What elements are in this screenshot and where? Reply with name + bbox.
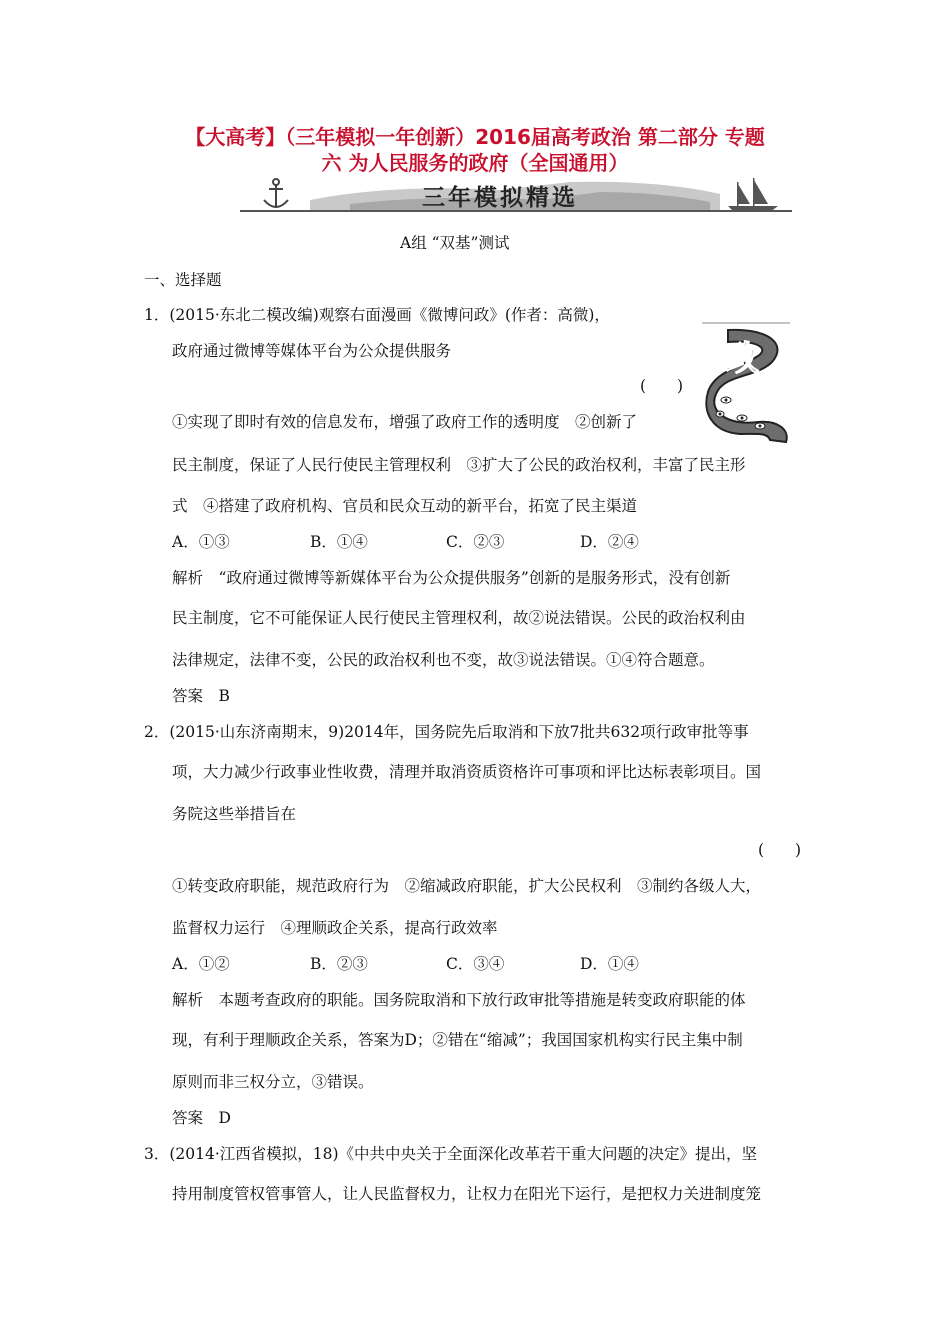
page-title-line-2: 六 为人民服务的政府（全国通用） <box>321 151 629 175</box>
q2-choice-a: A．①② <box>172 955 230 973</box>
q2-analysis-line-3: 原则而非三权分立，③错误。 <box>172 1073 374 1091</box>
q2-options-line-2: 监督权力运行 ④理顺政企关系，提高行政效率 <box>172 919 498 937</box>
comic-character: 政 <box>725 339 759 379</box>
anchor-icon <box>264 179 288 208</box>
q2-stem-line-3: 务院这些举措旨在 <box>172 805 297 823</box>
q2-options-line-1: ①转变政府职能，规范政府行为 ②缩减政府职能，扩大公民权利 ③制约各级人大， <box>172 877 762 895</box>
q1-options-line-2: 民主制度，保证了人民行使民主管理权利 ③扩大了公民的政治权利，丰富了民主形 <box>172 456 746 474</box>
q1-answer: 答案 B <box>172 687 230 705</box>
q1-choice-b: B．①④ <box>310 533 368 551</box>
q2-analysis-line-1: 解析 本题考查政府的职能。国务院取消和下放行政审批等措施是转变政府职能的体 <box>172 991 746 1009</box>
q2-choice-d: D．①④ <box>580 955 639 973</box>
q3-stem-line-2: 持用制度管权管事管人，让人民监督权力，让权力在阳光下运行，是把权力关进制度笼 <box>172 1185 762 1203</box>
q2-choice-c: C．③④ <box>446 955 505 973</box>
q1-options-line-1: ①实现了即时有效的信息发布，增强了政府工作的透明度 ②创新了 <box>172 413 638 431</box>
q3-stem-line-1: 3．(2014·江西省模拟，18)《中共中央关于全面深化改革若干重大问题的决定》提出，坚 <box>144 1145 758 1163</box>
q1-choice-d: D．②④ <box>580 533 639 551</box>
ship-icon <box>728 178 778 212</box>
q1-choice-a: A．①③ <box>172 533 230 551</box>
q2-stem-line-1: 2．(2015·山东济南期末，9)2014年，国务院先后取消和下放7批共632项行政审批等事 <box>144 723 749 741</box>
part-title: 一、选择题 <box>144 271 222 289</box>
q2-choice-b: B．②③ <box>310 955 368 973</box>
q2-answer: 答案 D <box>172 1109 231 1127</box>
q1-stem-line-1: 1．(2015·东北二模改编)观察右面漫画《微博问政》(作者：高微)， <box>144 306 610 324</box>
q2-answer-bracket: ( ) <box>758 841 802 859</box>
banner-label: 三年模拟精选 <box>422 185 578 211</box>
q1-analysis-line-1: 解析 “政府通过微博等新媒体平台为公众提供服务”创新的是服务形式，没有创新 <box>172 569 731 587</box>
q1-options-line-3: 式 ④搭建了政府机构、官员和民众互动的新平台，拓宽了民主渠道 <box>172 497 638 515</box>
weibo-comic-image <box>698 322 790 446</box>
q2-stem-line-2: 项，大力减少行政事业性收费，清理并取消资质资格许可事项和评比达标表彰项目。国 <box>172 763 762 781</box>
q1-analysis-line-2: 民主制度，它不可能保证人民行使民主管理权利，故②说法错误。公民的政治权利由 <box>172 609 746 627</box>
q2-analysis-line-2: 现，有利于理顺政企关系，答案为D；②错在“缩减”；我国国家机构实行民主集中制 <box>172 1031 743 1049</box>
page-title-line-1: 【大高考】（三年模拟一年创新）2016届高考政治 第二部分 专题 <box>185 125 765 149</box>
section-banner <box>240 176 792 216</box>
q1-stem-line-2: 政府通过微博等媒体平台为公众提供服务 <box>172 342 452 360</box>
group-title: A组 “双基”测试 <box>400 234 510 252</box>
q1-answer-bracket: ( ) <box>640 377 684 395</box>
q1-choice-c: C．②③ <box>446 533 505 551</box>
q1-analysis-line-3: 法律规定，法律不变，公民的政治权利也不变，故③说法错误。①④符合题意。 <box>172 651 715 669</box>
